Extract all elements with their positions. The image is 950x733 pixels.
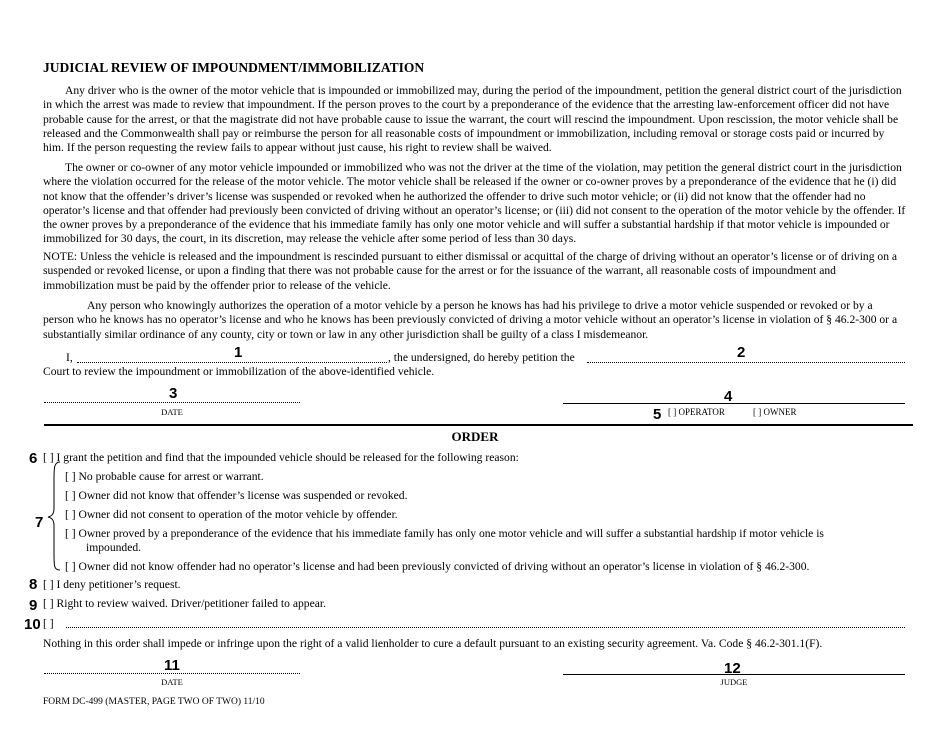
petitioner-name-field[interactable] [77, 362, 387, 363]
other-reason-field[interactable] [66, 627, 905, 628]
lienholder-notice: Nothing in this order shall impede or infringe upon the right of a valid lienholder to cure a default pursuant to an existing security agreement. Va. Code § 46.2-301.1(F). [43, 637, 823, 650]
section-divider [44, 424, 913, 426]
review-waived-checkbox[interactable]: [ ] Right to review waived. Driver/petitioner failed to appear. [43, 597, 326, 610]
callout-3: 3 [169, 385, 178, 402]
order-heading: ORDER [451, 429, 499, 444]
petition-line-2: Court to review the impoundment or immobilization of the above-identified vehicle. [43, 365, 435, 378]
operator-checkbox[interactable]: [ ] OPERATOR [668, 407, 725, 417]
deny-request-checkbox[interactable]: [ ] I deny petitioner’s request. [43, 578, 181, 591]
callout-4: 4 [724, 388, 733, 405]
callout-1: 1 [234, 344, 243, 361]
callout-6: 6 [29, 450, 38, 467]
petition-i-label: I, [66, 351, 73, 364]
form-footer: FORM DC-499 (MASTER, PAGE TWO OF TWO) 11/10 [43, 697, 265, 707]
callout-7: 7 [35, 514, 44, 531]
callout-5: 5 [653, 406, 662, 423]
form-title: JUDICIAL REVIEW OF IMPOUNDMENT/IMMOBILIZATION [43, 60, 425, 75]
note-paragraph: NOTE: Unless the vehicle is released and the impoundment is rescinded pursuant to either dismissal or acquittal of the charge of driving without an operator’s license or of driving on a suspended or revoked license, or upon a finding that there was not probable cause for the arrest or for the issuance of the warrant, all reasonable costs of impoundment and immobilization must be paid by the offender prior to release of the vehicle. [43, 250, 898, 292]
order-date-caption: DATE [161, 677, 183, 687]
petition-date-caption: DATE [161, 407, 183, 417]
callout-11: 11 [164, 657, 180, 674]
reason-license-suspended[interactable]: [ ] Owner did not know that offender’s license was suspended or revoked. [65, 489, 408, 502]
callout-10: 10 [24, 616, 41, 633]
callout-2: 2 [737, 344, 746, 361]
order-date-field[interactable] [44, 673, 300, 674]
petition-date-field[interactable] [44, 402, 300, 403]
misdemeanor-paragraph: Any person who knowingly authorizes the operation of a motor vehicle by a person he knows has had his privilege to drive a motor vehicle suspended or revoked or by a person who he knows has no operator’s license and who he knows has been previously convicted of driving a motor vehicle without an operator’s license in violation of § 46.2-300 or a substantially similar ordinance of any county, city or town or law in any other jurisdiction shall be guilty of a class I misdemeanor. [43, 299, 898, 341]
judge-signature-field[interactable] [563, 674, 905, 675]
reason-no-consent[interactable]: [ ] Owner did not consent to operation of the motor vehicle by offender. [65, 508, 398, 521]
petitioner-signature-field[interactable] [563, 403, 905, 404]
owner-checkbox[interactable]: [ ] OWNER [753, 407, 797, 417]
petition-middle-text: , the undersigned, do hereby petition the [388, 351, 575, 364]
reason-no-license[interactable]: [ ] Owner did not know offender had no operator’s license and had been previously convicted of driving without an operator’s license in violation of § 46.2-300. [65, 560, 810, 573]
judge-caption: JUDGE [720, 677, 748, 687]
court-name-field[interactable] [587, 362, 905, 363]
grant-petition-checkbox[interactable]: [ ] I grant the petition and find that the impounded vehicle should be released for the following reason: [43, 451, 519, 464]
reasons-brace-icon [46, 460, 62, 572]
callout-12: 12 [724, 660, 741, 677]
co-owner-paragraph: The owner or co-owner of any motor vehicle impounded or immobilized who was not the driver at the time of the violation, may petition the general district court in the jurisdiction where the violation occurred for the release of the motor vehicle. The motor vehicle shall be released if the owner or co-owner proves by a preponderance of the evidence that he (i) did not know that the offender’s driver’s license was suspended or revoked when he authorized the offender to drive such motor vehicle; or (ii) did not know that the offender had no operator’s license and that offender had previously been convicted of driving without an operator’s license; or (iii) did not consent to the operation of the motor vehicle by the offender. If the owner proves by a preponderance of the evidence that his immediate family has only one motor vehicle and will suffer a substantial hardship if that motor vehicle is impounded or immobilized for 30 days, the court, in its discretion, may release the vehicle after some period of less than 30 days. [43, 161, 906, 246]
reason-hardship-continued: impounded. [86, 541, 142, 554]
reason-no-probable-cause[interactable]: [ ] No probable cause for arrest or warrant. [65, 470, 264, 483]
callout-8: 8 [29, 576, 38, 593]
other-checkbox[interactable]: [ ] [43, 617, 54, 630]
reason-hardship[interactable]: [ ] Owner proved by a preponderance of the evidence that his immediate family has only one motor vehicle and will suffer a substantial hardship if motor vehicle is [65, 527, 824, 540]
owner-driver-paragraph: Any driver who is the owner of the motor vehicle that is impounded or immobilized may, during the period of the impoundment, petition the general district court of the jurisdiction in which the arrest was made to review that impoundment. If the person proves to the court by a preponderance of the evidence that the arresting law-enforcement officer did not have probable cause for the arrest, or that the magistrate did not have probable cause to issue the warrant, the court will rescind the impoundment. Upon rescission, the motor vehicle shall be released and the Commonwealth shall pay or reimburse the person for all reasonable costs of impoundment or immobilization, including removal or storage costs paid or incurred by him. If the person requesting the review fails to appear without just cause, his right to review shall be waived. [43, 84, 902, 155]
callout-9: 9 [29, 597, 38, 614]
